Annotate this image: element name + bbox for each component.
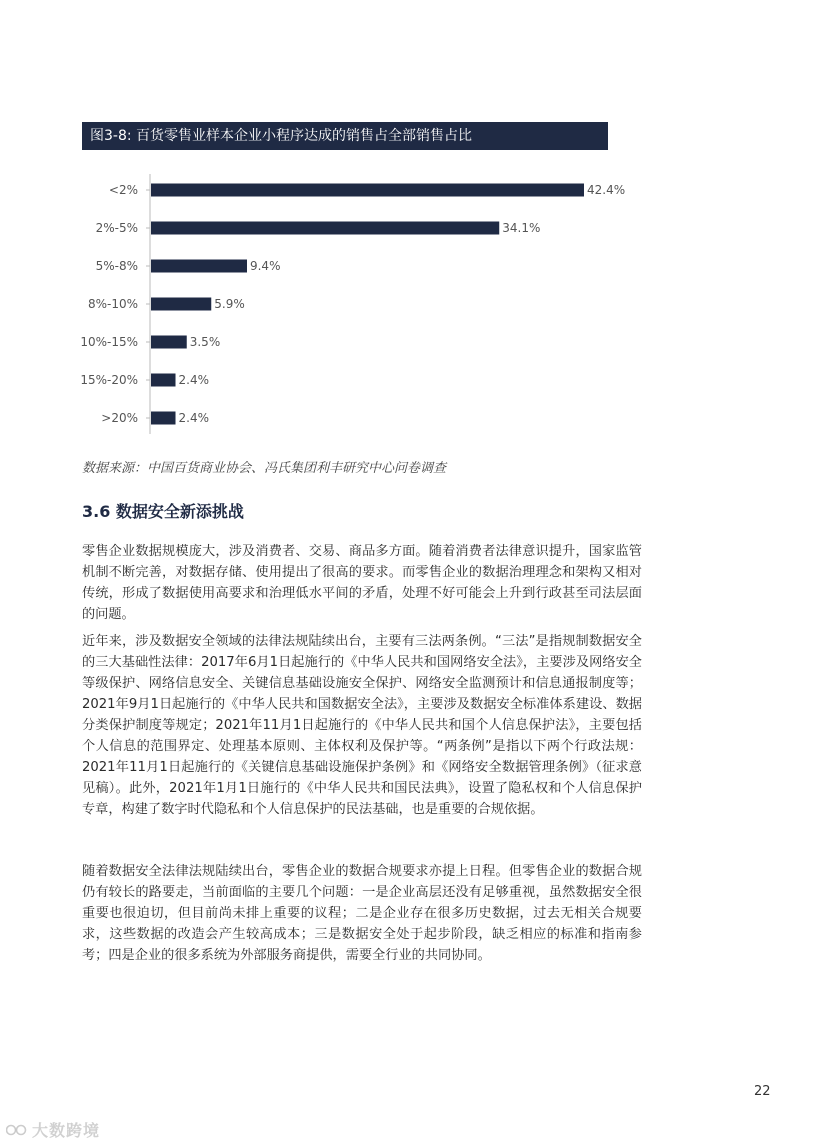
section-title: 3.6 数据安全新添挑战 [82,502,244,521]
bar [151,298,211,311]
data-label: 2.4% [178,411,210,425]
bar [151,374,176,387]
data-source: 数据来源：中国百货商业协会、冯氏集团利丰研究中心问卷调查 [82,461,447,476]
category-label: 15%-20% [80,373,138,387]
category-label: 8%-10% [87,297,138,311]
bar [151,184,584,197]
watermark-text: 大数跨境 [32,1121,101,1140]
paragraph: 随着数据安全法律法规陆续出台，零售企业的数据合规要求亦提上日程。但零售企业的数据合规仍有较长的路要走，当前面临的主要几个问题：一是企业高层还没有足够重视，虽然数据安全很重要也很迫切，但目前尚未排上重要的议程；二是企业存在很多历史数据，过去无相关合规要求，这些数据的改造会产生较高成本；三是数据安全处于起步阶段，缺乏相应的标准和指南参考；四是企业的很多系统为外部服务商提供，需要全行业的共同协同。 [82,864,642,963]
category-label: <2% [108,183,138,197]
watermark [6,1118,100,1141]
watermark-logo-icon [6,1122,28,1141]
category-label: 10%-15% [80,335,138,349]
category-label: >20% [101,411,138,425]
data-label: 5.9% [214,297,245,311]
bar [151,222,499,235]
paragraph: 零售企业数据规模庞大，涉及消费者、交易、商品多方面。随着消费者法律意识提升，国家监管机制不断完善，对数据存储、使用提出了很高的要求。而零售企业的数据治理理念和架构又相对传统，形成了数据使用高要求和治理低水平间的矛盾，处理不好可能会上升到行政甚至司法层面的问题。 [82,544,642,622]
page-number: 22 [754,1084,771,1099]
bar [151,260,247,273]
data-label: 34.1% [502,221,541,235]
bar [151,412,176,425]
data-label: 2.4% [178,373,210,387]
bar-chart [70,170,690,442]
data-label: 42.4% [587,183,626,197]
bar [151,336,187,349]
data-label: 9.4% [249,259,281,273]
category-label: 5%-8% [95,259,138,273]
figure-title: 图3-8: 百货零售业样本企业小程序达成的销售占全部销售占比 [82,122,608,150]
paragraph: 近年来，涉及数据安全领域的法律法规陆续出台，主要有三法两条例。“三法”是指规制数据安全的三大基础性法律：2017年6月1日起施行的《中华人民共和国网络安全法》，主要涉及网络安全等级保护、网络信息安全、关键信息基础设施安全保护、网络安全监测预计和信息通报制度等；2021年9月1日起施行的《中华人民共和国数据安全法》，主要涉及数据安全标准体系建设、数据分类保护制度等规定；2021年11月1日起施行的《中华人民共和国个人信息保护法》，主要包括个人信息的范围界定、处理基本原则、主体权利及保护等。“两条例”是指以下两个行政法规：2021年11月1日起施行的《关键信息基础设施保护条例》和《网络安全数据管理条例》（征求意见稿）。此外，2021年1月1日施行的《中华人民共和国民法典》，设置了隐私权和个人信息保护专章，构建了数字时代隐私和个人信息保护的民法基础，也是重要的合规依据。 [82,634,642,817]
category-label: 2%-5% [95,221,138,235]
data-label: 3.5% [189,335,221,349]
